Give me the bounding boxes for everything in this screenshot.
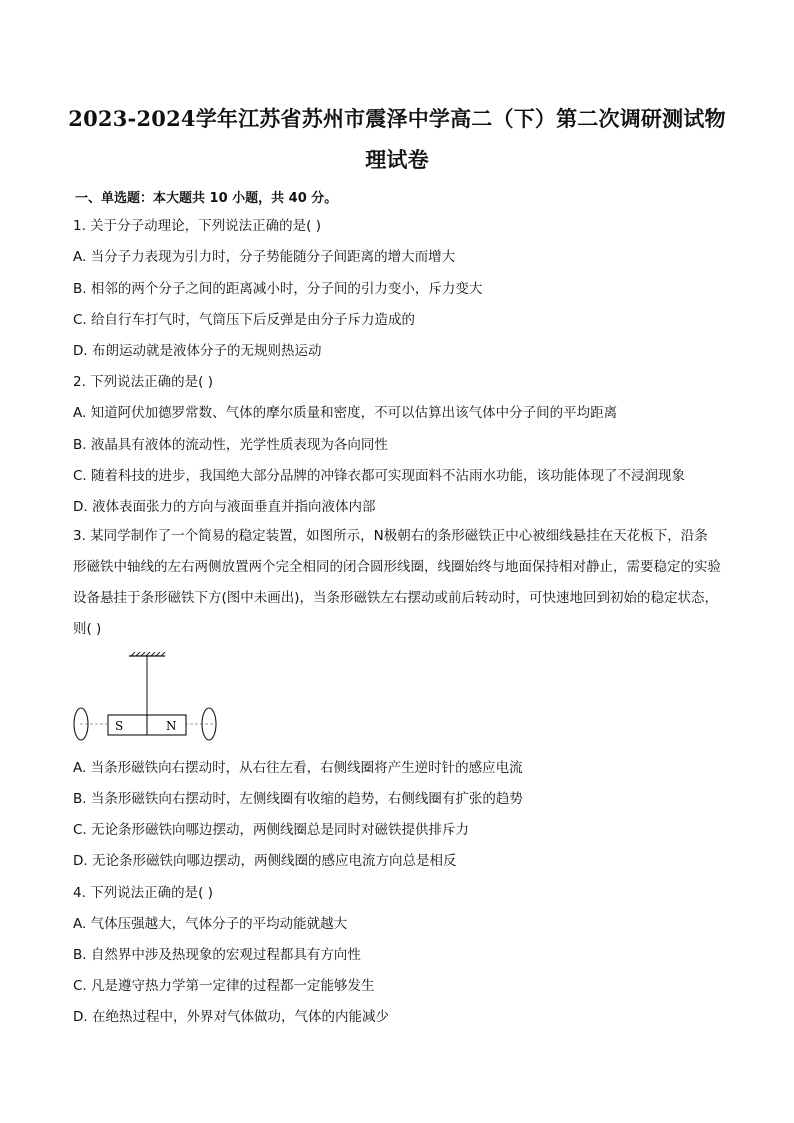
q1-option-c: C. 给自行车打气时，气筒压下后反弹是由分子斥力造成的 <box>73 312 416 328</box>
q4-option-d: D. 在绝热过程中，外界对气体做功，气体的内能减少 <box>73 1009 389 1025</box>
q2-option-a: A. 知道阿伏加德罗常数、气体的摩尔质量和密度，不可以估算出该气体中分子间的平均距离 <box>73 405 618 421</box>
q4-option-b: B. 自然界中涉及热现象的宏观过程都具有方向性 <box>73 947 361 963</box>
page-title: 2023-2024学年江苏省苏州市震泽中学高二（下）第二次调研测试物 <box>68 106 726 131</box>
q1-stem: 1. 关于分子动理论，下列说法正确的是( ) <box>73 218 321 234</box>
q1-option-a: A. 当分子力表现为引力时，分子势能随分子间距离的增大而增大 <box>73 249 456 265</box>
section-heading: 一、单选题：本大题共 10 小题，共 40 分。 <box>75 191 338 206</box>
magnet-n-pole-label: N <box>166 719 177 733</box>
q3-option-d: D. 无论条形磁铁向哪边摆动，两侧线圈的感应电流方向总是相反 <box>73 853 457 869</box>
q3-stem: 3. 某同学制作了一个简易的稳定装置，如图所示，N极朝右的条形磁铁正中心被细线悬挂在天花板下，沿条形磁铁中轴线的左右两侧放置两个完全相同的闭合圆形线圈，线圈始终与地面保持相对静止，需要稳定的实验设备悬挂于条形磁铁下方(图中未画出)，当条形磁铁左右摆动或前后转动时，可快速地回到初始的稳定状态，则( ) <box>73 528 721 637</box>
magnet-s-pole-label: S <box>115 719 124 733</box>
q1-option-d: D. 布朗运动就是液体分子的无规则热运动 <box>73 343 322 359</box>
page-title-continued: 理试卷 <box>365 147 429 172</box>
q3-option-c: C. 无论条形磁铁向哪边摆动，两侧线圈总是同时对磁铁提供排斥力 <box>73 822 470 838</box>
q2-option-d: D. 液体表面张力的方向与液面垂直并指向液体内部 <box>73 499 376 515</box>
q4-option-a: A. 气体压强越大，气体分子的平均动能就越大 <box>73 916 348 932</box>
ceiling-mount <box>129 652 165 656</box>
q2-stem: 2. 下列说法正确的是( ) <box>73 374 213 390</box>
q4-stem: 4. 下列说法正确的是( ) <box>73 885 213 901</box>
q2-option-b: B. 液晶具有液体的流动性，光学性质表现为各向同性 <box>73 437 388 453</box>
magnet-coils-figure <box>68 652 228 748</box>
q2-option-c: C. 随着科技的进步，我国绝大部分品牌的冲锋衣都可实现面料不沾雨水功能，该功能体现了不浸润现象 <box>73 468 686 484</box>
q3-option-a: A. 当条形磁铁向右摆动时，从右往左看，右侧线圈将产生逆时针的感应电流 <box>73 760 523 776</box>
q3-option-b: B. 当条形磁铁向右摆动时，左侧线圈有收缩的趋势，右侧线圈有扩张的趋势 <box>73 791 523 807</box>
q4-option-c: C. 凡是遵守热力学第一定律的过程都一定能够发生 <box>73 978 375 994</box>
q1-option-b: B. 相邻的两个分子之间的距离减小时，分子间的引力变小，斥力变大 <box>73 281 483 297</box>
right-coil <box>202 708 216 740</box>
